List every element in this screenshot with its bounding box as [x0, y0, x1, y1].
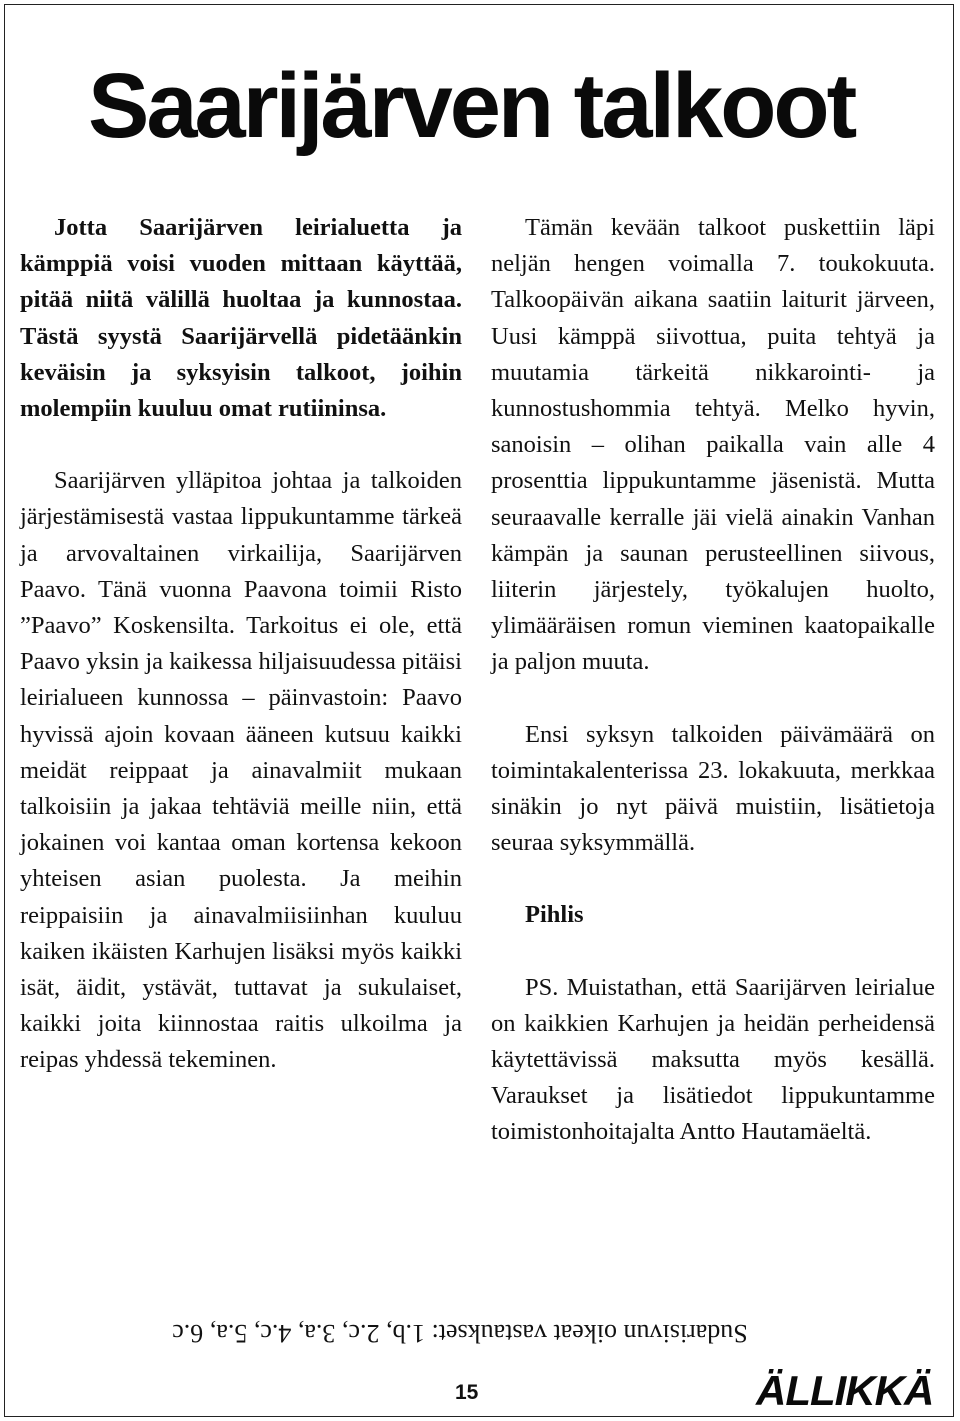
postscript-paragraph: PS. Muistathan, että Saarijärven leirialue on kaikkien Karhujen ja heidän perheidensä käytettävissä maksutta myös kesällä. Varaukset ja lisätiedot lippukuntamme toimistonhoitajalta Antto Hautamäeltä. [491, 973, 935, 1146]
paragraph-gap [491, 861, 935, 897]
body-paragraph: Saarijärven ylläpitoa johtaa ja talkoiden järjestämisestä vastaa lippukuntamme tärkeä ja arvovaltainen virkailija, Saarijärven Paavo. Tänä vuonna Paavona toimii Risto ”Paavo” Koskensilta. Tarkoitus ei ole, että Paavo yksin ja kaikessa hiljaisuudessa pitäisi leirialueen kunnossa – päinvastoin: Paavo hyvissä ajoin kovaan ääneen kutsuu kaikki meidät reippaat ja ainavalmiit mukaan talkoisiin ja jakaa tehtäviä meille niin, että jokainen voi kantaa oman kortensa kekoon yhteisen asian puolesta. Ja meihin reippaisiin ja ainavalmiisiinhan kuuluu kaiken ikäisten Karhujen lisäksi myös kaikki isät, äidit, ystävät, tuttavat ja sukulaiset, kaikki joita kiinnostaa raitis ulkoilma ja reipas yhdessä tekeminen. [20, 467, 462, 1074]
left-column [20, 210, 462, 1079]
upside-down-quiz-answers: Sudarisivun oikeat vastaukset: 1.b, 2.c, 3.a, 4.c, 5.a, 6.c [172, 1319, 748, 1348]
right-column [491, 210, 935, 1151]
author-signature: Pihlis [525, 901, 584, 929]
paragraph-gap [491, 934, 935, 970]
page-number: 15 [455, 1381, 479, 1404]
paragraph-gap [491, 681, 935, 717]
magazine-logo: ÄLLIKKÄ [756, 1367, 934, 1414]
article-title: Saarijärven talkoot [88, 55, 855, 157]
body-paragraph: Ensi syksyn talkoiden päivämäärä on toimintakalenterissa 23. lokakuuta, merkkaa sinäkin jo nyt päivä muistiin, lisätietoja seuraa syksymmällä. [491, 720, 935, 857]
lead-paragraph: Jotta Saarijärven leirialuetta ja kämppiä voisi vuoden mittaan käyttää, pitää niitä välillä huoltaa ja kunnostaa. Tästä syystä Saarijärvellä pidetäänkin keväisin ja syksyisin talkoot, joihin molempiin kuuluu omat rutiininsa. [20, 214, 462, 423]
body-paragraph: Tämän kevään talkoot puskettiin läpi neljän hengen voimalla 7. toukokuuta. Talkoopäivän aikana saatiin laiturit järveen, Uusi kämppä siivottua, puita tehtyä ja muutamia tärkeitä nikkarointi- ja kunnostushommia tehtyä. Melko hyvin, sanoisin – olihan paikalla vain alle 4 prosenttia lippukuntamme jäsenistä. Mutta seuraavalle kerralle jäi vielä ainakin Vanhan kämpän ja saunan perusteellinen siivous, liiterin järjestely, työkalujen huolto, ylimääräisen romun vieminen kaatopaikalle ja paljon muuta. [491, 214, 935, 676]
paragraph-gap [20, 427, 462, 463]
